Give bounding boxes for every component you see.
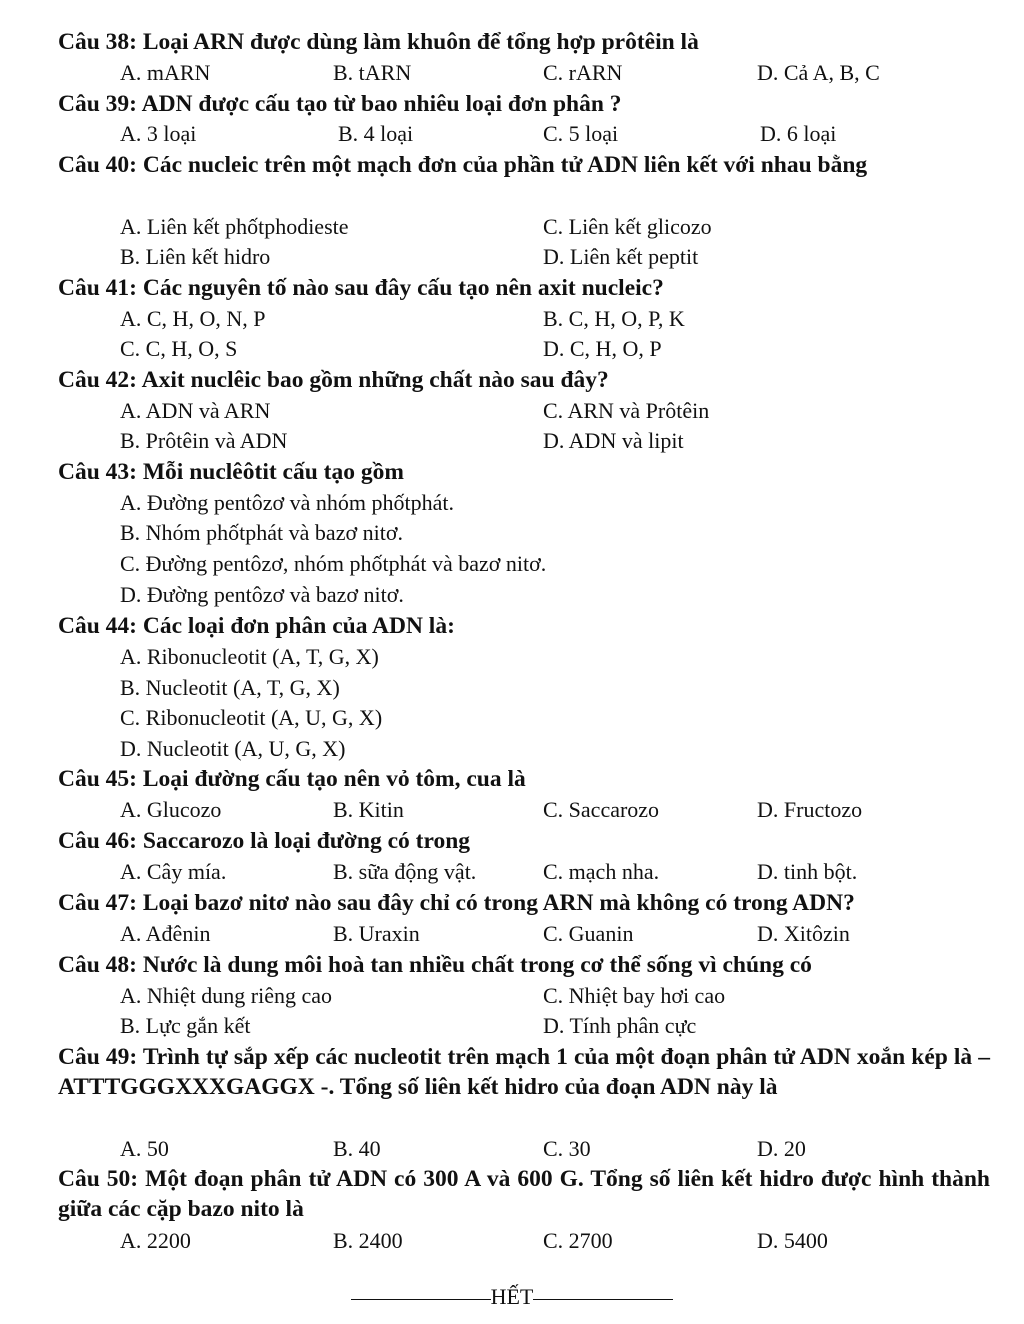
- option-b: B. Prôtêin và ADN: [120, 428, 288, 453]
- option-a: A. 3 loại: [120, 121, 197, 146]
- option-d: D. C, H, O, P: [543, 336, 662, 361]
- option-c: C. Nhiệt bay hơi cao: [543, 983, 726, 1008]
- question-text: Các nucleic trên một mạch đơn của phần tử ADN liên kết với nhau bằng: [142, 152, 868, 178]
- option-d: D. Đường pentôzơ và bazơ nitơ.: [120, 582, 404, 607]
- option-c: C. Đường pentôzơ, nhóm phốtphát và bazơ nitơ.: [120, 551, 547, 576]
- question-text: Loại ARN được dùng làm khuôn để tổng hợp prôtêin là: [142, 29, 699, 55]
- question-number: Câu 42:: [58, 367, 137, 393]
- option-c: C. 30: [543, 1136, 591, 1161]
- question-45: [58, 764, 990, 794]
- question-number: Câu 50:: [58, 1166, 139, 1192]
- option-c: C. C, H, O, S: [120, 336, 238, 361]
- option-a: A. Liên kết phốtphodieste: [120, 214, 349, 239]
- question-number: Câu 43:: [58, 459, 137, 485]
- option-a: A. Nhiệt dung riêng cao: [120, 983, 332, 1008]
- question-number: Câu 40:: [58, 152, 137, 178]
- option-c: C. rARN: [543, 60, 623, 85]
- option-b: B. tARN: [333, 60, 412, 85]
- option-c: C. Liên kết glicozo: [543, 214, 712, 239]
- option-b: B. Liên kết hidro: [120, 244, 271, 269]
- option-a: A. Đường pentôzơ và nhóm phốtphát.: [120, 490, 454, 515]
- question-text: Các loại đơn phân của ADN là:: [142, 613, 455, 639]
- option-b: B. 2400: [333, 1228, 403, 1253]
- question-number: Câu 48:: [58, 952, 137, 978]
- question-number: Câu 49:: [58, 1044, 138, 1070]
- question-number: Câu 46:: [58, 828, 137, 854]
- question-number: Câu 41:: [58, 275, 137, 301]
- option-b: B. 4 loại: [338, 121, 414, 146]
- option-c: C. Guanin: [543, 921, 634, 946]
- option-c: C. mạch nha.: [543, 859, 660, 884]
- option-b: B. Uraxin: [333, 921, 420, 946]
- option-a: A. Ribonucleotit (A, T, G, X): [120, 644, 379, 669]
- question-40: [58, 150, 990, 180]
- option-d: D. Cả A, B, C: [757, 60, 880, 85]
- question-46: [58, 826, 990, 856]
- question-number: Câu 44:: [58, 613, 137, 639]
- option-c: C. 5 loại: [543, 121, 619, 146]
- question-number: Câu 45:: [58, 766, 137, 792]
- question-43: [58, 457, 990, 487]
- question-42: [58, 365, 990, 395]
- option-c: C. Saccarozo: [543, 797, 660, 822]
- option-c: C. Ribonucleotit (A, U, G, X): [120, 705, 383, 730]
- question-41: [58, 273, 990, 303]
- question-44: [58, 611, 990, 641]
- question-50: [58, 1164, 990, 1224]
- option-d: D. Fructozo: [757, 797, 863, 822]
- question-text: Loại bazơ nitơ nào sau đây chỉ có trong ARN mà không có trong ADN?: [142, 890, 855, 916]
- question-39: [58, 89, 990, 119]
- option-d: D. 5400: [757, 1228, 828, 1253]
- option-b: B. Kitin: [333, 797, 404, 822]
- question-text: Saccarozo là loại đường có trong: [142, 828, 471, 854]
- question-text: Một đoạn phân tử ADN có 300 A và 600 G. Tổng số liên kết hidro được hình thành giữa các cặp bazo nito là: [58, 1166, 990, 1222]
- question-number: Câu 39:: [58, 91, 137, 117]
- option-b: B. Lực gắn kết: [120, 1013, 251, 1038]
- option-d: D. 6 loại: [760, 121, 837, 146]
- question-38: [58, 27, 990, 57]
- question-text: Mỗi nuclêôtit cấu tạo gồm: [142, 459, 404, 485]
- question-text: Nước là dung môi hoà tan nhiều chất trong cơ thể sống vì chúng có: [142, 952, 812, 978]
- footer: [0, 1282, 1024, 1312]
- question-text: ADN được cấu tạo từ bao nhiêu loại đơn phân ?: [141, 91, 622, 117]
- footer-rule-left: [351, 1299, 491, 1300]
- option-b: B. Nucleotit (A, T, G, X): [120, 675, 340, 700]
- option-d: D. Liên kết peptit: [543, 244, 699, 269]
- footer-text: HẾT: [490, 1284, 534, 1309]
- option-d: D. 20: [757, 1136, 806, 1161]
- option-d: D. tinh bột.: [757, 859, 858, 884]
- option-b: B. C, H, O, P, K: [543, 306, 685, 331]
- option-a: A. 2200: [120, 1228, 191, 1253]
- question-text: Trình tự sắp xếp các nucleotit trên mạch 1 của một đoạn phân tử ADN xoắn kép là – ATTTGGGXXXGAGGX -. Tổng số liên kết hidro của đoạn ADN này là: [58, 1044, 990, 1100]
- option-d: D. Tính phân cực: [543, 1013, 697, 1038]
- option-d: D. Nucleotit (A, U, G, X): [120, 736, 346, 761]
- question-number: Câu 38:: [58, 29, 137, 55]
- option-a: A. mARN: [120, 60, 211, 85]
- option-a: A. Ađênin: [120, 921, 211, 946]
- option-a: A. C, H, O, N, P: [120, 306, 266, 331]
- option-b: B. sữa động vật.: [333, 859, 477, 884]
- footer-rule-right: [533, 1299, 673, 1300]
- question-text: Loại đường cấu tạo nên vỏ tôm, cua là: [142, 766, 526, 792]
- option-d: D. Xitôzin: [757, 921, 850, 946]
- option-b: B. 40: [333, 1136, 381, 1161]
- question-49: [58, 1042, 990, 1102]
- option-c: C. 2700: [543, 1228, 613, 1253]
- question-text: Axit nuclêic bao gồm những chất nào sau đây?: [141, 367, 609, 393]
- question-47: [58, 888, 990, 918]
- question-text: Các nguyên tố nào sau đây cấu tạo nên axit nucleic?: [142, 275, 664, 301]
- option-a: A. Cây mía.: [120, 859, 227, 884]
- option-c: C. ARN và Prôtêin: [543, 398, 710, 423]
- option-a: A. Glucozo: [120, 797, 222, 822]
- option-d: D. ADN và lipit: [543, 428, 684, 453]
- question-number: Câu 47:: [58, 890, 137, 916]
- option-a: A. 50: [120, 1136, 169, 1161]
- option-b: B. Nhóm phốtphát và bazơ nitơ.: [120, 520, 403, 545]
- question-48: [58, 950, 990, 980]
- option-a: A. ADN và ARN: [120, 398, 271, 423]
